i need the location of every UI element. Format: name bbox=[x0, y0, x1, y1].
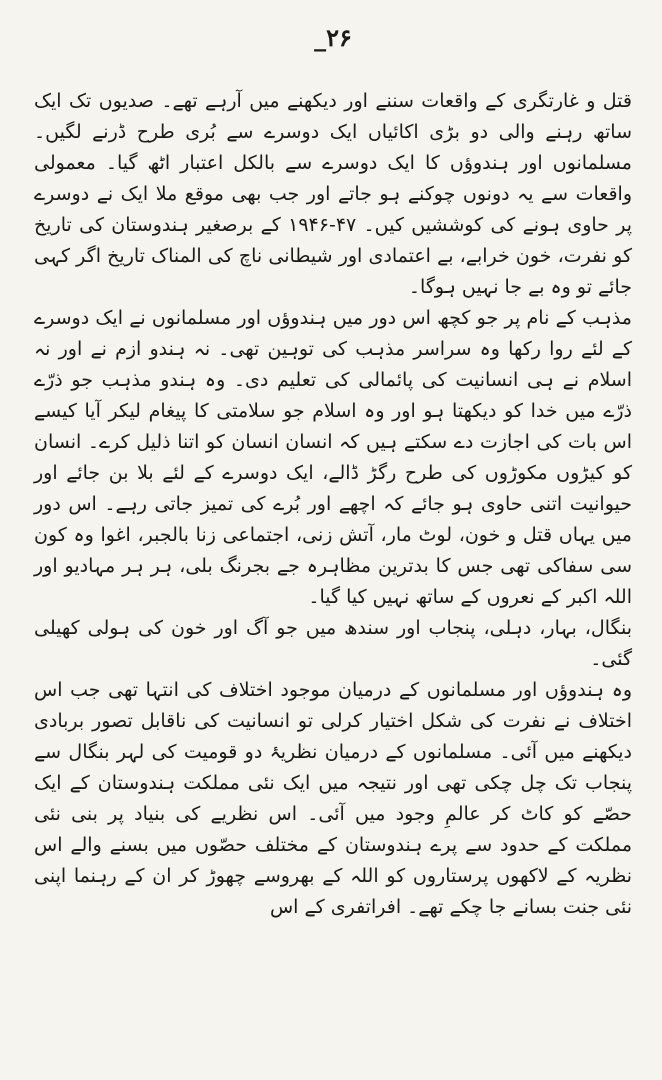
page-number: _۲۶ bbox=[314, 23, 352, 52]
paragraph-2: مذہب کے نام پر جو کچھ اس دور میں ہندوؤں اور مسلمانوں نے ایک دوسرے کے لئے روا رکھا وہ سراسر مذہب کی توہین تھی۔ نہ ہندو ازم نے اور نہ اسلام نے ہی انسانیت کی پائمالی کی تعلیم دی۔ وہ ہندو مذہب جو ذرّے ذرّے میں خدا کو دیکھتا ہو اور وہ اسلام جو سلامتی کا پیغام لیکر آیا کیسے اس بات کی اجازت دے سکتے ہیں کہ انسان انسان کو اتنا ذلیل کرے۔ انسان کو کیڑوں مکوڑوں کی طرح رگڑ ڈالے، ایک دوسرے کے لئے بلا بن جائے اور حیوانیت اتنی حاوی ہو جائے کہ اچھے اور بُرے کی تمیز جاتی رہے۔ اس دور میں یہاں قتل و خون، لوٹ مار، آتش زنی، اجتماعی زنا بالجبر، اغوا وہ کون سی سفاکی تھی جس کا بدترین مظاہرہ جے بجرنگ بلی، ہر ہر مہادیو اور اللہ اکبر کے نعروں کے ساتھ نہیں کیا گیا۔ bbox=[34, 307, 632, 608]
paragraph-1: قتل و غارتگری کے واقعات سننے اور دیکھنے میں آرہے تھے۔ صدیوں تک ایک ساتھ رہنے والی دو بڑی اکائیاں ایک دوسرے سے بُری طرح ڈرنے لگیں۔ مسلمانوں اور ہندوؤں کا ایک دوسرے سے بالکل اعتبار اٹھ گیا۔ معمولی واقعات سے یہ دونوں چوکنے ہو جاتے اور جب بھی موقع ملا ایک نے دوسرے پر حاوی ہونے کی کوششیں کیں۔ ۴۷-۱۹۴۶ کے برصغیر ہندوستان کی تاریخ کو نفرت، خون خرابے، بے اعتمادی اور شیطانی ناچ کی المناک تاریخ اگر کہی جائے تو وہ بے جا نہیں ہوگا۔ bbox=[34, 90, 632, 298]
paragraph-3: بنگال، بہار، دہلی، پنجاب اور سندھ میں جو آگ اور خون کی ہولی کھیلی گئی۔ bbox=[34, 617, 632, 670]
paragraph-4: وہ ہندوؤں اور مسلمانوں کے درمیان موجود اختلاف کی انتہا تھی جب اس اختلاف نے نفرت کی شکل اختیار کرلی تو انسانیت کی ناقابل تصور بربادی دیکھنے میں آئی۔ مسلمانوں کے درمیان نظریۂ دو قومیت کی لہر بنگال سے پنجاب تک چل چکی تھی اور نتیجہ میں ایک نئی مملکت ہندوستان کے ایک حصّے کو کاٹ کر عالمِ وجود میں آئی۔ اس نظریے کی بنیاد پر بنی نئی مملکت کے حدود سے پرے ہندوستان کے مختلف حصّوں میں بسنے والے اس نظریہ کے لاکھوں پرستاروں کو اللہ کے بھروسے چھوڑ کر ان کے رہنما اپنی نئی جنت بسانے جا چکے تھے۔ افراتفری کے اس bbox=[34, 679, 632, 918]
body-text bbox=[34, 86, 632, 923]
